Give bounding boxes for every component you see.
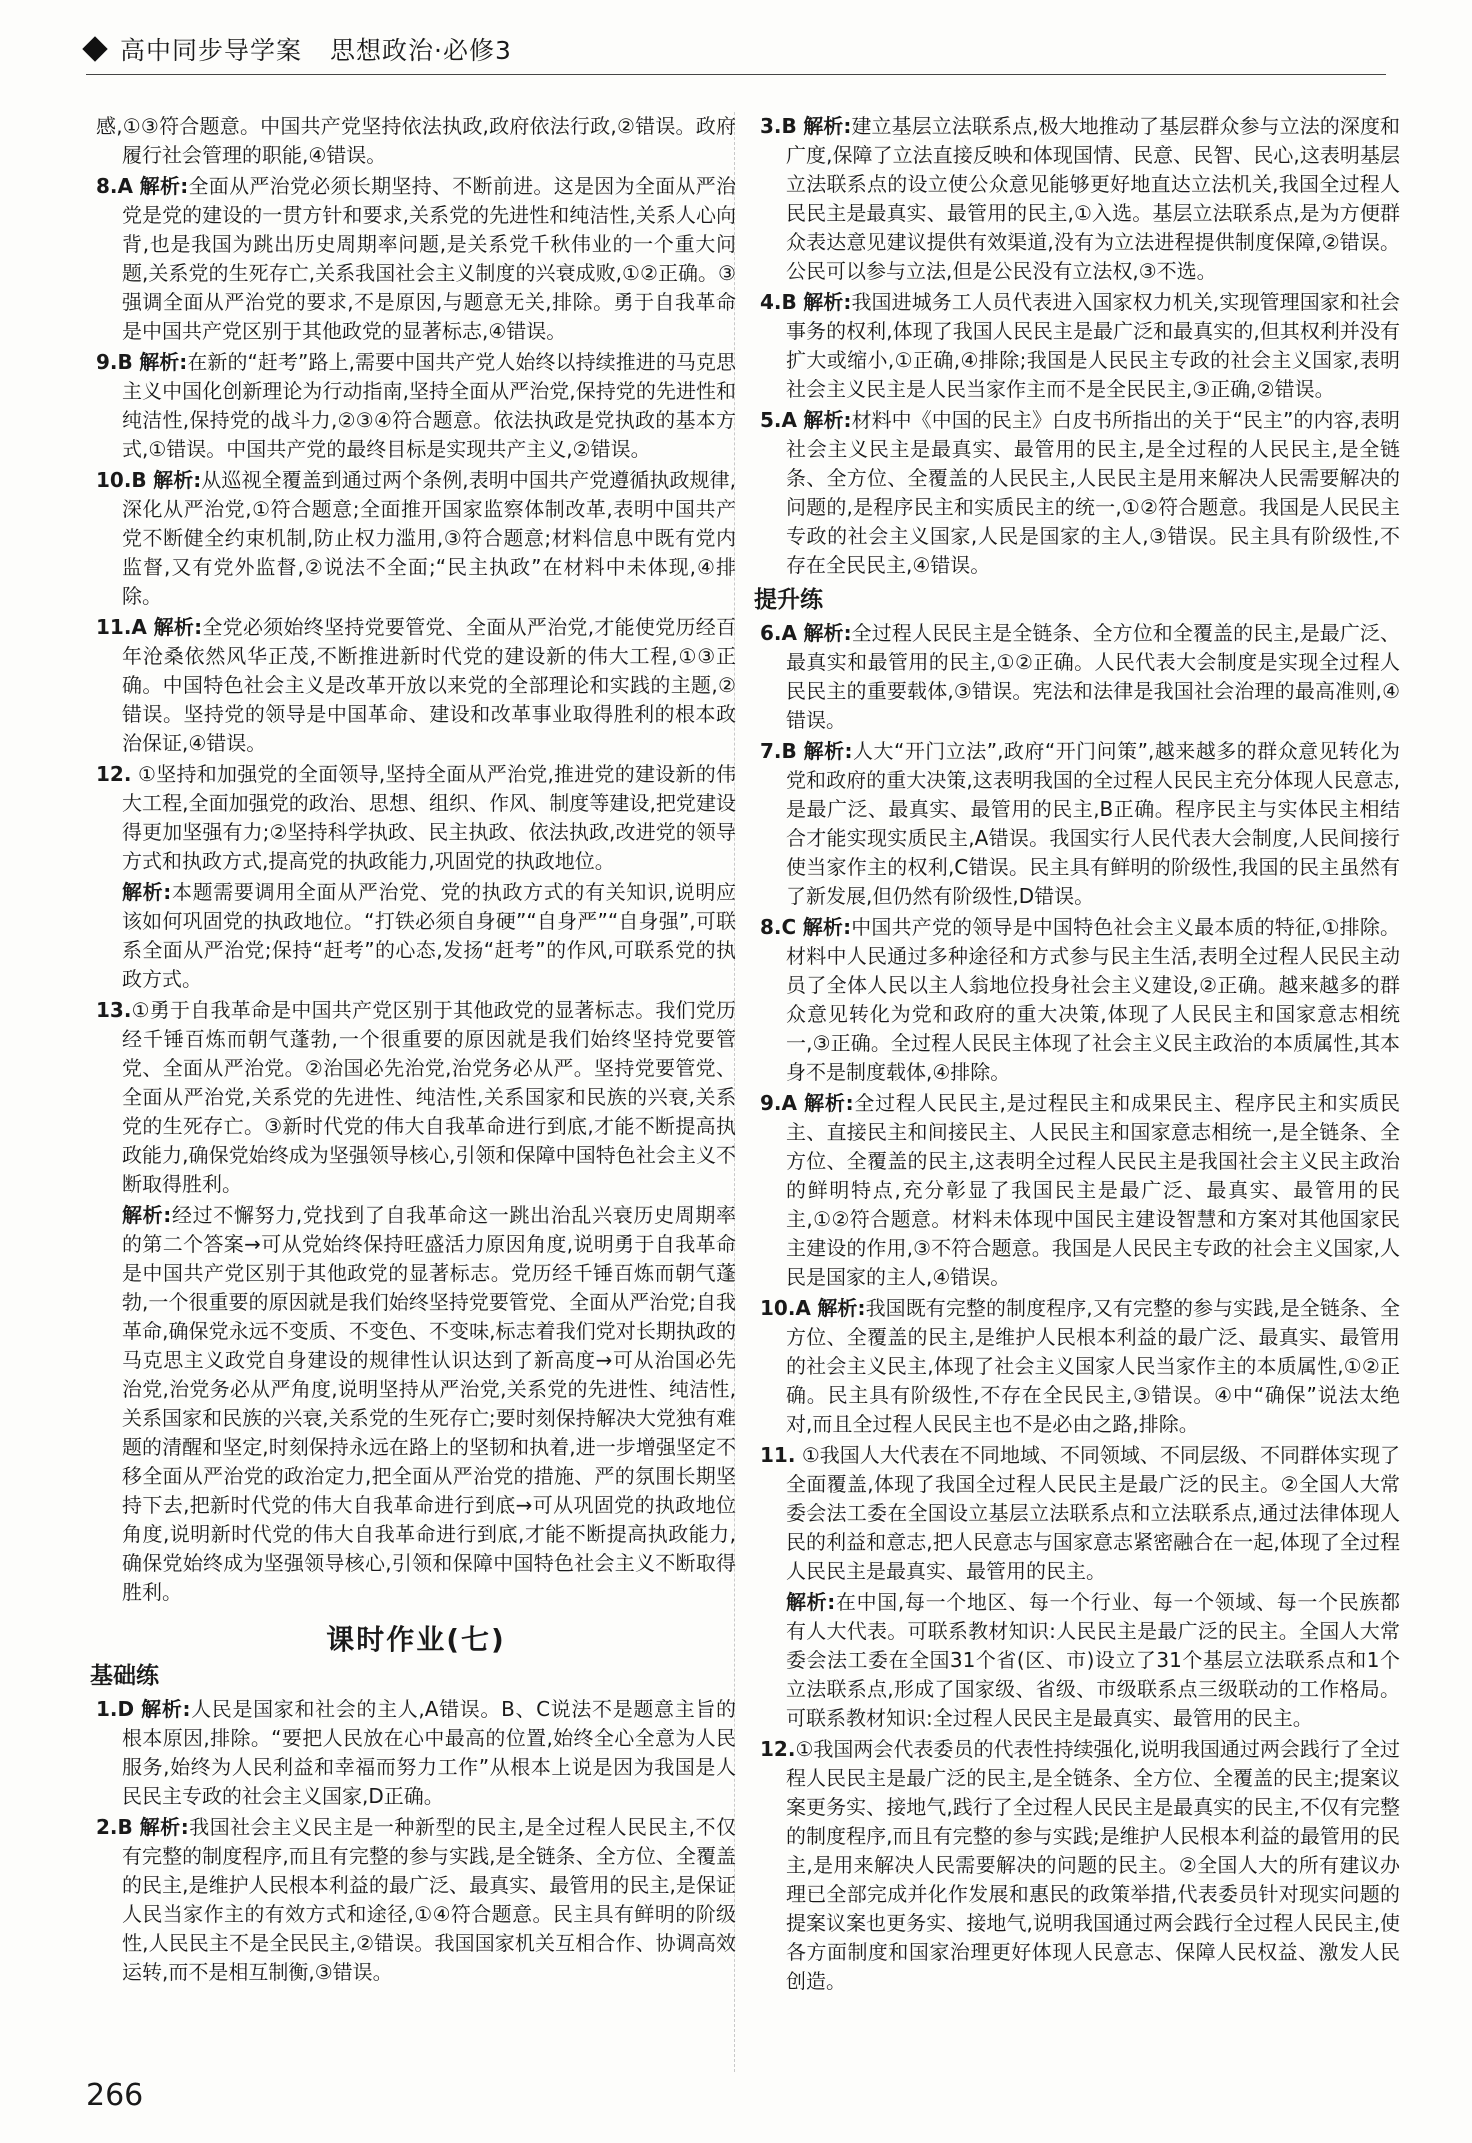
diamond-icon bbox=[82, 36, 107, 61]
analysis-label: 解析: bbox=[803, 408, 852, 432]
answer-number: 11.A bbox=[96, 615, 147, 639]
answer-entry bbox=[96, 466, 736, 611]
answer-entry bbox=[96, 1813, 736, 1987]
header-rule bbox=[86, 74, 1386, 75]
answer-entry bbox=[760, 288, 1400, 404]
answer-text: 我国社会主义民主是一种新型的民主,是全过程人民民主,不仅有完整的制度程序,而且有完整的参与实践,是全链条、全方位、全覆盖的民主,是维护人民根本利益的最广泛、最真实、最管用的民主,是保证人民当家作主的有效方式和途径,①④符合题意。民主具有鲜明的阶级性,人民民主不是全民民主,②错误。我国国家机关互相合作、协调高效运转,而不是相互制衡,③错误。 bbox=[122, 1815, 737, 1984]
answer-13: 13.①勇于自我革命是中国共产党区别于其他政党的显著标志。我们党历经千锤百炼而朝气蓬勃,一个很重要的原因就是我们始终坚持党要管党、全面从严治党。②治国必先治党,治党务必从严。坚持党要管党、全面从严治党,关系党的先进性、纯洁性,关系国家和民族的兴衰,关系党的生死存亡。③新时代党的伟大自我革命进行到底,才能不断提高执政能力,确保党始终成为坚强领导核心,引领和保障中国特色社会主义不断取得胜利。 bbox=[96, 998, 736, 1196]
answer-entry bbox=[760, 913, 1400, 1087]
analysis-label: 解析: bbox=[141, 1697, 191, 1721]
header-subject: 思想政治·必修3 bbox=[330, 36, 512, 65]
answer-number: 6.A bbox=[760, 621, 797, 645]
analysis-label: 解析: bbox=[139, 174, 189, 198]
answer-12-right: 12.①我国两会代表委员的代表性持续强化,说明我国通过两会践行了全过程人民民主是最广泛的民主,是全链条、全方位、全覆盖的民主;提案议案更务实、接地气,践行了全过程人民民主是最真实的民主,不仅有完整的制度程序,而且有完整的参与实践;是维护人民根本利益的最管用的民主,是用来解决人民需要解决的问题的民主。②全国人大的所有建议办理已全部完成并化作发展和惠民的政策举措,代表委员针对现实问题的提案议案也更务实、接地气,说明我国通过两会践行全过程人民民主,使各方面制度和国家治理更好体现人民意志、保障人民权益、激发人民创造。 bbox=[760, 1737, 1400, 1993]
answer-text: 我国进城务工人员代表进入国家权力机关,实现管理国家和社会事务的权利,体现了我国人民民主是最广泛和最真实的,但其权利并没有扩大或缩小,①正确,④排除;我国是人民民主专政的社会主义国家,表明社会主义民主是人民当家作主而不是全民民主,③正确,②错误。 bbox=[786, 290, 1401, 401]
answer-number: 8.C bbox=[760, 915, 797, 939]
answer-number: 7.B bbox=[760, 739, 797, 763]
answer-entry bbox=[760, 1441, 1400, 1586]
analysis-label: 解析: bbox=[803, 114, 852, 138]
answer-text: 人大“开门立法”,政府“开门问策”,越来越多的群众意见转化为党和政府的重大决策,这表明我国的全过程人民民主充分体现人民意志,是最广泛、最真实、最管用的民主,B正确。程序民主与实体民主相结合才能实现实质民主,A错误。我国实行人民代表大会制度,人民间接行使当家作主的权利,C错误。民主具有鲜明的阶级性,我国的民主虽然有了新发展,但仍然有阶级性,D错误。 bbox=[786, 739, 1401, 908]
answer-entry bbox=[760, 1089, 1400, 1292]
answer-number: 3.B bbox=[760, 114, 797, 138]
page-number: 266 bbox=[86, 2078, 144, 2113]
left-column bbox=[90, 112, 737, 1989]
answer-entry bbox=[760, 619, 1400, 735]
analysis-label: 解析: bbox=[139, 350, 188, 374]
answer-11-analysis: 解析:在中国,每一个地区、每一个行业、每一个领域、每一个民族都有人大代表。可联系教材知识:人民民主是最广泛的民主。全国人大常委会法工委在全国31个省(区、市)设立了31个基层立法联系点和1个立法联系点,形成了国家级、省级、市级联系点三级联动的工作格局。可联系教材知识:全过程人民民主是最真实、最管用的民主。 bbox=[786, 1590, 1401, 1730]
analysis-label: 解析: bbox=[139, 1815, 189, 1839]
answer-number: 5.A bbox=[760, 408, 797, 432]
analysis-label: 解析: bbox=[817, 1296, 866, 1320]
answer-number: 12. bbox=[96, 762, 132, 786]
answer-entry bbox=[96, 1695, 736, 1811]
answer-number: 8.A bbox=[96, 174, 133, 198]
answer-text: 全党必须始终坚持党要管党、全面从严治党,才能使党历经百年沧桑依然风华正茂,不断推进新时代党的建设新的伟大工程,①③正确。中国特色社会主义是改革开放以来党的全部理论和实践的主题,②错误。坚持党的领导是中国革命、建设和改革事业取得胜利的根本政治保证,④错误。 bbox=[122, 615, 737, 755]
answer-text: 全过程人民民主,是过程民主和成果民主、程序民主和实质民主、直接民主和间接民主、人民民主和国家意志相统一,是全链条、全方位、全覆盖的民主,这表明全过程人民民主是我国社会主义民主政治的鲜明特点,充分彰显了我国民主是最广泛、最真实、最管用的民主,①②符合题意。材料未体现中国民主建设智慧和方案对其他国家民主建设的作用,③不符合题意。我国是人民民主专政的社会主义国家,人民是国家的主人,④错误。 bbox=[786, 1091, 1401, 1289]
left-entries-top bbox=[96, 112, 736, 876]
answer-text: 在新的“赶考”路上,需要中国共产党人始终以持续推进的马克思主义中国化创新理论为行动指南,坚持全面从严治党,保持党的先进性和纯洁性,保持党的战斗力,②③④符合题意。依法执政是党执政的基本方式,①错误。中国共产党的最终目标是实现共产主义,②错误。 bbox=[122, 350, 736, 461]
answer-entry bbox=[760, 737, 1400, 911]
analysis-label: 解析: bbox=[803, 739, 853, 763]
answer-number: 2.B bbox=[96, 1815, 133, 1839]
analysis-label: 解析: bbox=[804, 1091, 854, 1115]
left-entries-bottom bbox=[96, 1695, 736, 1987]
advanced-practice-label: 提升练 bbox=[754, 587, 823, 613]
answer-text: 全面从严治党必须长期坚持、不断前进。这是因为全面从严治党是党的建设的一贯方针和要求,关系党的先进性和纯洁性,关系人心向背,也是我国为跳出历史周期率问题,是关系党千秋伟业的一个重大问题,关系党的生死存亡,关系我国社会主义制度的兴衰成败,①②正确。③强调全面从严治党的要求,不是原因,与题意无关,排除。勇于自我革命是中国共产党区别于其他政党的显著标志,④错误。 bbox=[122, 174, 737, 343]
right-entries-bottom bbox=[760, 619, 1400, 1586]
answer-text: 全过程人民民主是全链条、全方位和全覆盖的民主,是最广泛、最真实和最管用的民主,①②正确。人民代表大会制度是实现全过程人民民主的重要载体,③错误。宪法和法律是我国社会治理的最高准则,④错误。 bbox=[786, 621, 1401, 732]
answer-number: 10.B bbox=[96, 468, 147, 492]
answer-text: ①我国人大代表在不同地域、不同领域、不同层级、不同群体实现了全面覆盖,体现了我国全过程人民民主是最广泛的民主。②全国人大常委会法工委在全国设立基层立法联系点和立法联系点,通过法律体现人民的利益和意志,把人民意志与国家意志紧密融合在一起,体现了全过程人民民主是最真实、最管用的民主。 bbox=[786, 1443, 1400, 1583]
answer-entry bbox=[760, 406, 1400, 580]
answer-entry bbox=[96, 613, 736, 758]
answer-number: 9.A bbox=[760, 1091, 797, 1115]
answer-text: 感,①③符合题意。中国共产党坚持依法执政,政府依法行政,②错误。政府履行社会管理的职能,④错误。 bbox=[96, 114, 736, 167]
right-column bbox=[754, 112, 1401, 1998]
answer-text: 从巡视全覆盖到通过两个条例,表明中国共产党遵循执政规律,深化从严治党,①符合题意;全面推开国家监察体制改革,表明中国共产党不断健全约束机制,防止权力滥用,③符合题意;材料信息中既有党内监督,又有党外监督,②说法不全面;“民主执政”在材料中未体现,④排除。 bbox=[122, 468, 737, 608]
analysis-label: 解析: bbox=[803, 621, 852, 645]
answer-number: 11. bbox=[760, 1443, 796, 1467]
analysis-label: 解析: bbox=[153, 615, 203, 639]
answer-text: 人民是国家和社会的主人,A错误。B、C说法不是题意主旨的根本原因,排除。“要把人民放在心中最高的位置,始终全心全意为人民服务,始终为人民利益和幸福而努力工作”从根本上说是因为我国是人民民主专政的社会主义国家,D正确。 bbox=[122, 1697, 737, 1808]
analysis-label: 解析: bbox=[802, 915, 852, 939]
right-entries-top bbox=[760, 112, 1400, 580]
answer-number: 9.B bbox=[96, 350, 133, 374]
analysis-label: 解析: bbox=[803, 290, 852, 314]
analysis-label: 解析: bbox=[153, 468, 202, 492]
answer-number: 4.B bbox=[760, 290, 797, 314]
answer-text: 材料中《中国的民主》白皮书所指出的关于“民主”的内容,表明社会主义民主是最真实、最管用的民主,是全过程的人民民主,是全链条、全方位、全覆盖的人民民主,人民民主是用来解决人民需要解决的问题的,是程序民主和实质民主的统一,①②符合题意。我国是人民民主专政的社会主义国家,人民是国家的主人,③错误。民主具有阶级性,不存在全民民主,④错误。 bbox=[786, 408, 1400, 577]
answer-entry bbox=[96, 112, 736, 170]
answer-entry bbox=[760, 1294, 1400, 1439]
answer-text: 我国既有完整的制度程序,又有完整的参与实践,是全链条、全方位、全覆盖的民主,是维护人民根本利益的最广泛、最真实、最管用的社会主义民主,体现了社会主义国家人民当家作主的本质属性,①②正确。民主具有阶级性,不存在全民民主,③错误。④中“确保”说法太绝对,而且全过程人民民主也不是必由之路,排除。 bbox=[786, 1296, 1401, 1436]
answer-13-analysis: 解析:经过不懈努力,党找到了自我革命这一跳出治乱兴衰历史周期率的第二个答案→可从党始终保持旺盛活力原因角度,说明勇于自我革命是中国共产党区别于其他政党的显著标志。党历经千锤百炼而朝气蓬勃,一个很重要的原因就是我们始终坚持党要管党、全面从严治党;自我革命,确保党永远不变质、不变色、不变味,标志着我们党对长期执政的马克思主义政党自身建设的规律性认识达到了新高度→可从治国必先治党,治党务必从严角度,说明坚持从严治党,关系党的先进性、纯洁性,关系国家和民族的兴衰,关系党的生死存亡;要时刻保持解决大党独有难题的清醒和坚定,时刻保持永远在路上的坚韧和执着,进一步增强坚定不移全面从严治党的政治定力,把全面从严治党的措施、严的氛围长期坚持下去,把新时代党的伟大自我革命进行到底→可从巩固党的执政地位角度,说明新时代党的伟大自我革命进行到底,才能不断提高执政能力,确保党始终成为坚强领导核心,引领和保障中国特色社会主义不断取得胜利。 bbox=[122, 1203, 737, 1604]
answer-text: 建立基层立法联系点,极大地推动了基层群众参与立法的深度和广度,保障了立法直接反映和体现国情、民意、民智、民心,这表明基层立法联系点的设立使公众意见能够更好地直达立法机关,我国全过程人民民主是最真实、最管用的民主,①入选。基层立法联系点,是为方便群众表达意见建议提供有效渠道,没有为立法进程提供制度保障,②错误。公民可以参与立法,但是公民没有立法权,③不选。 bbox=[786, 114, 1401, 283]
answer-12-analysis: 解析:本题需要调用全面从严治党、党的执政方式的有关知识,说明应该如何巩固党的执政地位。“打铁必须自身硬”“自身严”“自身强”,可联系全面从严治党;保持“赶考”的心态,发扬“赶考”的作风,可联系党的执政方式。 bbox=[122, 880, 737, 991]
answer-entry bbox=[96, 172, 736, 346]
header-series: 高中同步导学案 bbox=[120, 36, 303, 65]
answer-entry bbox=[96, 760, 736, 876]
answer-number: 1.D bbox=[96, 1697, 135, 1721]
answer-text: 中国共产党的领导是中国特色社会主义最本质的特征,①排除。材料中人民通过多种途径和方式参与民主生活,表明全过程人民民主动员了全体人民以主人翁地位投身社会主义建设,②正确。越来越多的群众意见转化为党和政府的重大决策,体现了人民民主和国家意志相统一,③正确。全过程人民民主体现了社会主义民主政治的本质属性,其本身不是制度载体,④排除。 bbox=[786, 915, 1401, 1084]
section-title: 课时作业(七) bbox=[326, 1623, 506, 1656]
answer-entry bbox=[760, 112, 1400, 286]
answer-number: 10.A bbox=[760, 1296, 811, 1320]
basic-practice-label: 基础练 bbox=[90, 1663, 159, 1689]
answer-entry bbox=[96, 348, 736, 464]
running-header bbox=[86, 28, 512, 70]
answer-text: ①坚持和加强党的全面领导,坚持全面从严治党,推进党的建设新的伟大工程,全面加强党的政治、思想、组织、作风、制度等建设,把党建设得更加坚强有力;②坚持科学执政、民主执政、依法执政,改进党的领导方式和执政方式,提高党的执政能力,巩固党的执政地位。 bbox=[122, 762, 736, 873]
